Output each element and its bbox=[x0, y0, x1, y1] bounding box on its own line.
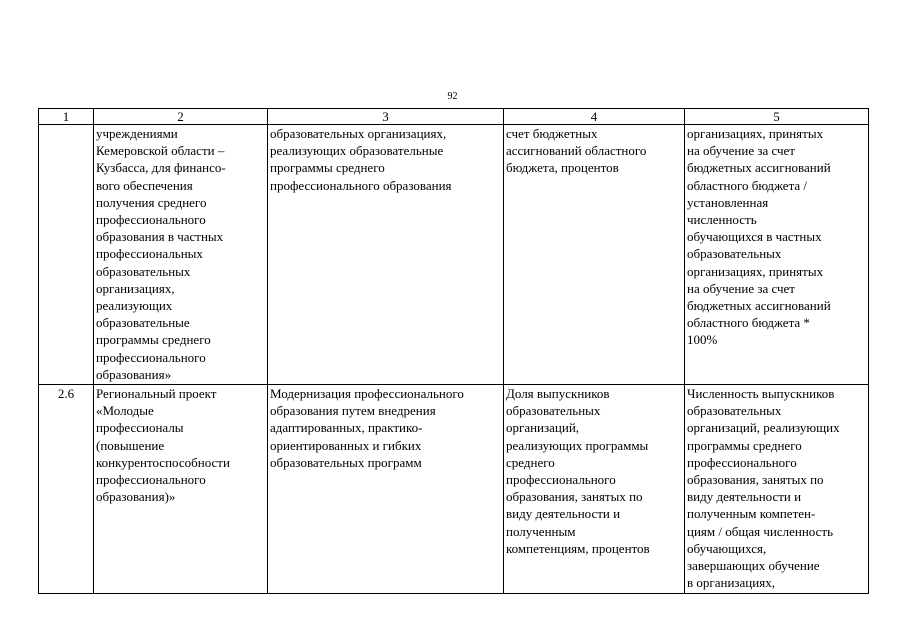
cell-text-line: областного бюджета * bbox=[687, 315, 810, 331]
row-number-cell bbox=[39, 125, 94, 385]
page-number: 92 bbox=[447, 91, 458, 102]
cell-text-line: среднего bbox=[506, 454, 555, 470]
cell-text-line: обучающихся в частных bbox=[687, 229, 822, 245]
cell-text-line: профессионального bbox=[687, 454, 797, 470]
column-header: 5 bbox=[685, 109, 869, 125]
cell-text-line: полученным bbox=[506, 523, 576, 539]
cell-text-line: образовательных bbox=[687, 403, 782, 419]
cell-text-line: Региональный проект bbox=[96, 386, 217, 401]
cell-text-line: профессиональных bbox=[96, 246, 203, 262]
cell-text-line: профессионального bbox=[506, 472, 616, 488]
cell-text-line: реализующих программы bbox=[506, 437, 649, 453]
cell-text-line: учреждениями bbox=[96, 126, 178, 141]
cell-text-line: Кузбасса, для финансо- bbox=[96, 160, 226, 176]
cell-text-line: профессионального образования bbox=[270, 177, 452, 193]
cell-text-line: численность bbox=[687, 212, 757, 228]
column-header: 2 bbox=[94, 109, 268, 125]
cell-text-line: на обучение за счет bbox=[687, 143, 795, 159]
cell-text-line: бюджетных ассигнований bbox=[687, 160, 831, 176]
formula-cell bbox=[685, 385, 869, 594]
column-header: 1 bbox=[39, 109, 94, 125]
column-header: 3 bbox=[268, 109, 504, 125]
cell-text-line: завершающих обучение bbox=[687, 558, 820, 574]
cell-text-line: ассигнований областного bbox=[506, 143, 647, 159]
cell-text-line: вого обеспечения bbox=[96, 177, 193, 193]
cell-text-line: Доля выпускников bbox=[506, 386, 610, 401]
task-cell bbox=[268, 385, 504, 594]
indicator-name-cell bbox=[94, 125, 268, 385]
cell-text-line: счет бюджетных bbox=[506, 126, 598, 141]
cell-text-line: организациях, bbox=[96, 280, 175, 296]
indicator-name-cell bbox=[94, 385, 268, 594]
table-header-row bbox=[39, 109, 869, 125]
cell-text-line: «Молодые bbox=[96, 403, 154, 419]
table-row bbox=[39, 125, 869, 385]
cell-text-line: профессионального bbox=[96, 349, 206, 365]
cell-text-line: конкурентоспособности bbox=[96, 454, 230, 470]
cell-text-line: образовательных bbox=[687, 246, 782, 262]
cell-text-line: 100% bbox=[687, 332, 718, 348]
cell-text-line: организаций, bbox=[506, 420, 580, 436]
cell-text-line: образования, занятых по bbox=[687, 472, 824, 488]
cell-text-line: областного бюджета / bbox=[687, 177, 808, 193]
cell-text-line: образования)» bbox=[96, 489, 176, 505]
cell-text-line: профессионального bbox=[96, 212, 206, 228]
cell-text-line: образования» bbox=[96, 366, 172, 382]
cell-text-line: профессионального bbox=[96, 472, 206, 488]
cell-text-line: установленная bbox=[687, 194, 769, 210]
cell-text-line: организациях, принятых bbox=[687, 263, 824, 279]
column-header: 4 bbox=[504, 109, 685, 125]
cell-text-line: (повышение bbox=[96, 437, 165, 453]
cell-text-line: образовательных организациях, bbox=[270, 126, 447, 141]
cell-text-line: получения среднего bbox=[96, 194, 207, 210]
cell-text-line: бюджетных ассигнований bbox=[687, 298, 831, 314]
cell-text-line: Кемеровской области – bbox=[96, 143, 225, 159]
task-cell bbox=[268, 125, 504, 385]
table-row bbox=[39, 385, 869, 594]
cell-text-line: образовательных bbox=[506, 403, 601, 419]
cell-text-line: виду деятельности и bbox=[506, 506, 621, 522]
cell-text-line: организациях, принятых bbox=[687, 126, 824, 141]
cell-text-line: компетенциям, процентов bbox=[506, 540, 650, 556]
cell-text-line: реализующих bbox=[96, 298, 173, 314]
cell-text-line: обучающихся, bbox=[687, 540, 767, 556]
cell-text-line: полученным компетен- bbox=[687, 506, 816, 522]
cell-text-line: в организациях, bbox=[687, 575, 775, 591]
cell-text-line: Модернизация профессионального bbox=[270, 386, 464, 401]
cell-text-line: программы среднего bbox=[687, 437, 802, 453]
indicator-cell bbox=[504, 385, 685, 594]
row-number-cell bbox=[39, 385, 94, 594]
document-table bbox=[38, 108, 869, 594]
cell-text-line: образовательных bbox=[96, 263, 191, 279]
cell-text-line: образовательные bbox=[96, 315, 190, 331]
cell-text-line: программы среднего bbox=[96, 332, 211, 348]
cell-text-line: циям / общая численность bbox=[687, 523, 833, 539]
cell-text-line: виду деятельности и bbox=[687, 489, 802, 505]
formula-cell bbox=[685, 125, 869, 385]
cell-text-line: образовательных программ bbox=[270, 454, 422, 470]
cell-text-line: на обучение за счет bbox=[687, 280, 795, 296]
cell-text-line: ориентированных и гибких bbox=[270, 437, 422, 453]
cell-text-line: Численность выпускников bbox=[687, 386, 835, 401]
cell-text-line: профессионалы bbox=[96, 420, 184, 436]
row-number: 2.6 bbox=[57, 386, 75, 401]
cell-text-line: образования путем внедрения bbox=[270, 403, 436, 419]
cell-text-line: образования в частных bbox=[96, 229, 224, 245]
cell-text-line: программы среднего bbox=[270, 160, 385, 176]
indicator-cell bbox=[504, 125, 685, 385]
cell-text-line: реализующих образовательные bbox=[270, 143, 444, 159]
cell-text-line: бюджета, процентов bbox=[506, 160, 619, 176]
cell-text-line: организаций, реализующих bbox=[687, 420, 840, 436]
cell-text-line: образования, занятых по bbox=[506, 489, 643, 505]
cell-text-line: адаптированных, практико- bbox=[270, 420, 423, 436]
